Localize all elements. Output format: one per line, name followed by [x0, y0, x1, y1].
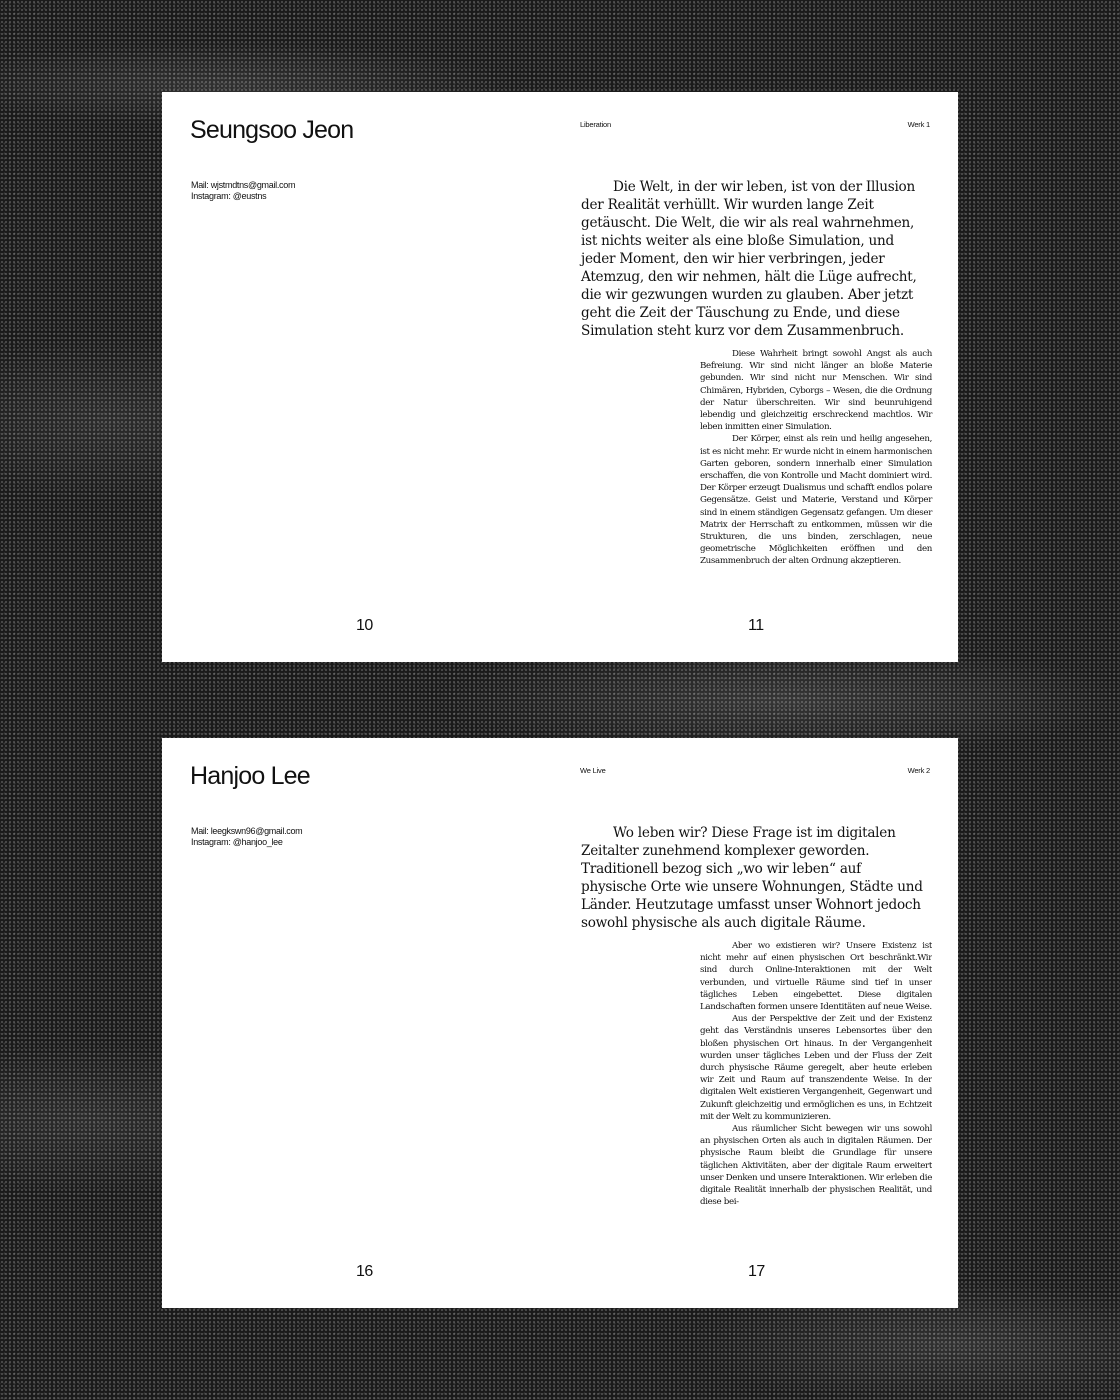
- lead-paragraph: [581, 178, 929, 340]
- instagram-handle: Instagram: @hanjoo_lee: [191, 837, 283, 847]
- body-paragraph: Diese Wahrheit bringt sowohl Angst als auch Befreiung. Wir sind nicht länger an bloße Materie gebunden. Wir sind nicht nur Menschen. Wir sind Chimären, Hybriden, Cyborgs – Wesen, die die Ordnung der Natur überschreiten. Wir sind beunruhigend lebendig und gleichzeitig erschreckend machtlos. Wir leben inmitten einer Simulation.: [700, 349, 932, 433]
- page-number-left: 16: [356, 1263, 373, 1280]
- artist-name: Seungsoo Jeon: [190, 116, 354, 144]
- body-paragraph: Aus räumlicher Sicht bewegen wir uns sowohl an physischen Orten als auch in digitalen Räumen. Der physische Raum bleibt die Grundlage für unsere täglichen Aktivitäten, aber der digitale Raum erweitert unser Denken und unsere Interaktionen. Wir erleben die digitale Realität innerhalb der physischen Realität, und diese bei-: [700, 1124, 932, 1208]
- instagram-handle: Instagram: @eustns: [191, 191, 267, 201]
- artist-name: Hanjoo Lee: [190, 762, 310, 790]
- lead-text: Die Welt, in der wir leben, ist von der Illusion der Realität verhüllt. Wir wurden lange Zeit getäuscht. Die Welt, die wir als real wahrnehmen, ist nichts weiter als eine bloße Simulation, und jeder Moment, den wir hier verbringen, jeder Atemzug, den wir nehmen, hält die Lüge aufrecht, die wir gezwungen wurden zu glauben. Aber jetzt geht die Zeit der Täuschung zu Ende, und diese Simulation steht kurz vor dem Zusammenbruch.: [581, 179, 917, 339]
- contact-info: [191, 180, 295, 202]
- mail-address: Mail: wjstmdtns@gmail.com: [191, 180, 296, 190]
- page-number-left: 10: [356, 617, 373, 634]
- body-paragraph: Aber wo existieren wir? Unsere Existenz ist nicht mehr auf einen physischen Ort beschränkt.Wir sind durch Online-Interaktionen mit der Welt verbunden, und virtuelle Räume sind tief in unser tägliches Leben eingebettet. Diese digitalen Landschaften formen unsere Identitäten auf neue Weise.: [700, 941, 932, 1013]
- mail-address: Mail: leegkswn96@gmail.com: [191, 826, 303, 836]
- work-title: Liberation: [580, 120, 611, 129]
- book-spread-werk-1: [162, 92, 958, 662]
- work-number: Werk 2: [907, 766, 930, 775]
- work-number: Werk 1: [907, 120, 930, 129]
- work-title: We Live: [580, 766, 606, 775]
- body-paragraph: Aus der Perspektive der Zeit und der Existenz geht das Verständnis unseres Lebensortes über den bloßen physischen Ort hinaus. In der Vergangenheit wurden unser tägliches Leben und der Fluss der Zeit durch physische Räume geregelt, aber heute erleben wir Zeit und Raum auf transzendente Weise. In der digitalen Welt existieren Vergangenheit, Gegenwart und Zukunft gleichzeitig und ermöglichen es uns, in Echtzeit mit der Welt zu kommunizieren.: [700, 1014, 932, 1122]
- lead-text: Wo leben wir? Diese Frage ist im digitalen Zeitalter zunehmend komplexer geworden. Traditionell bezog sich „wo wir leben“ auf physische Orte wie unsere Wohnungen, Städte und Länder. Heutzutage umfasst unser Wohnort jedoch sowohl physische als auch digitale Räume.: [581, 825, 923, 931]
- page-number-right: 17: [748, 1263, 765, 1280]
- body-text-column: [700, 940, 932, 1238]
- body-paragraph: Der Körper, einst als rein und heilig angesehen, ist es nicht mehr. Er wurde nicht in einem harmonischen Garten geboren, sondern innerhalb einer Simulation erschaffen, die von Kontrolle und Macht dominiert wird. Der Körper erzeugt Dualismus und schafft endlos polare Gegensätze. Geist und Materie, Verstand und Körper sind in einem ständigen Gegensatz gefangen. Um dieser Matrix der Herrschaft zu entkommen, müssen wir die Strukturen, die uns binden, zerschlagen, neue geometrische Möglichkeiten eröffnen und den Zusammenbruch der alten Ordnung akzeptieren.: [700, 434, 932, 567]
- lead-paragraph: [581, 824, 929, 932]
- contact-info: [191, 826, 302, 848]
- page-number-right: 11: [748, 617, 764, 634]
- body-text-column: [700, 348, 932, 568]
- book-spread-werk-2: [162, 738, 958, 1308]
